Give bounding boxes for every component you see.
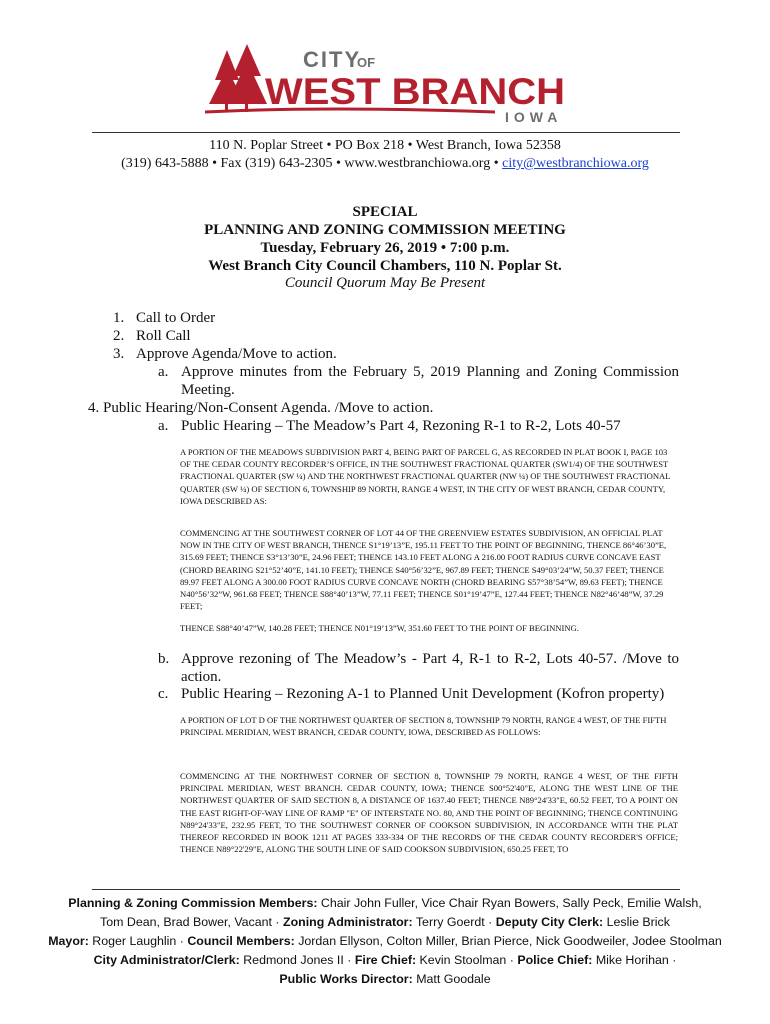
police-chief-label: Police Chief: (517, 953, 593, 967)
item-text: Roll Call (136, 328, 191, 344)
agenda-item-2 (113, 327, 191, 345)
agenda-item-4c: Public Hearing – Rezoning A-1 to Planned Unit Development (Kofron property) (181, 686, 665, 702)
footer-pz-members (0, 894, 770, 912)
pz-label: Planning & Zoning Commission Members: (68, 896, 318, 910)
separator: · (271, 915, 283, 929)
council-names: Jordan Ellyson, Colton Miller, Brian Pierce, Nick Goodweiler, Jodee Stoolman (294, 934, 722, 948)
meeting-title: PLANNING AND ZONING COMMISSION MEETING (204, 222, 566, 238)
item-text: Approve Agenda/Move to action. (136, 346, 337, 362)
agenda-item-4c-number: c. (158, 686, 169, 702)
agenda-item-4: 4. Public Hearing/Non-Consent Agenda. /Move to action. (88, 400, 434, 416)
footer-pz-admin (0, 913, 770, 931)
agenda-item-3a-line1: Approve minutes from the February 5, 2019 Planning and Zoning Commission (181, 364, 679, 380)
agenda-item-4a-number: a. (158, 418, 169, 434)
meeting-type: SPECIAL (352, 204, 418, 220)
ca-name: Redmond Jones II (239, 953, 344, 967)
council-label: Council Members: (187, 934, 295, 948)
ca-label: City Administrator/Clerk: (93, 953, 240, 967)
pz-names-cont: Tom Dean, Brad Bower, Vacant (100, 915, 272, 929)
separator: · (668, 953, 677, 967)
logo-of-text: OF (357, 55, 376, 70)
police-chief-name: Mike Horihan (592, 953, 669, 967)
za-label: Zoning Administrator: (283, 915, 413, 929)
footer-staff (0, 951, 770, 969)
logo-iowa-text: IOWA (505, 109, 563, 124)
item-number: 2. (113, 328, 125, 344)
agenda-item-4a: Public Hearing – The Meadow’s Part 4, Rezoning R-1 to R-2, Lots 40-57 (181, 418, 621, 434)
agenda-item-4b-line2: action. (181, 669, 222, 685)
legal-description-kofron-bearings: COMMENCING AT THE NORTHWEST CORNER OF SECTION 8, TOWNSHIP 79 NORTH, RANGE 4 WEST, OF THE FIFTH PRINCIPAL MERIDIAN, WEST BRANCH. CEDAR COUNTY, IOWA; THENCE S00°52'40"E, ALONG THE WEST LINE OF THE NORTHWEST QUARTER OF SAID SECTION 8, A DISTANCE OF 1637.40 FEET; THENCE N89°24'33"E, 60.52 FEET, TO A POINT ON THE EAST RIGHT-OF-WAY LINE OF RAMP "E" OF INTERSTATE NO. 80, AND THE POINT OF BEGINNING; THENCE CONTINUING N89°24'33"E, 232.95 FEET, TO THE SOUTHWEST CORNER OF COOKSON SUBDIVISION, IN ACCORDANCE WITH THE PLAT THEREOF RECORDED IN BOOK 1211 AT PAGES 333-334 OF THE RECORDS OF THE CEDAR COUNTY RECORDER'S OFFICE; THENCE N89°22'29"E, ALONG THE SOUTH LINE OF SAID COOKSON SUBDIVISION, 650.25 FEET, TO (180, 771, 678, 855)
address-line: 110 N. Poplar Street • PO Box 218 • West Branch, Iowa 52358 (209, 138, 561, 153)
mayor-name: Roger Laughlin (88, 934, 177, 948)
separator: · (343, 953, 355, 967)
footer-council (0, 932, 770, 950)
tree-icon (209, 44, 267, 112)
agenda-item-1 (113, 309, 216, 327)
item-text: Call to Order (136, 310, 216, 326)
legal-description-meadows-bearings: COMMENCING AT THE SOUTHWEST CORNER OF LOT 44 OF THE GREENVIEW ESTATES SUBDIVISION, AN OFFICIAL PLAT NOW IN THE CITY OF WEST BRANCH, THENCE S1°19’13”E, 195.11 FEET TO THE POINT OF BEGINNING, THENCE 86°46’30”E, 315.69 FEET; THENCE S3°13’30”E, 24.96 FEET; THENCE 143.10 FEET ALONG A 216.00 FOOT RADIUS CURVE CONCAVE EAST (CHORD BEARING S21°52’40”E, 141.10 FEET); THENCE S40°56’32”E, 967.89 FEET; THENCE S49°03’24”W, 50.37 FEET; THENCE 89.97 FEET ALONG A 300.00 FOOT RADIUS CURVE CONCAVE NORTH (CHORD BEARING S57°38’54”W, 89.63 FEET); THENCE N40°56’32”W, 961.68 FEET; THENCE S88°40’13”W, 77.11 FEET; THENCE S01°19’47”E, 127.44 FEET; THENCE N82°46’48”W, 37.29 FEET; (180, 528, 667, 612)
item-number: 1. (113, 310, 125, 326)
email-link[interactable]: city@westbranchiowa.org (502, 156, 649, 171)
legal-description-kofron: A PORTION OF LOT D OF THE NORTHWEST QUARTER OF SECTION 8, TOWNSHIP 79 NORTH, RANGE 4 WEST, OF THE FIFTH PRINCIPAL MERIDIAN, WEST BRANCH, CEDAR COUNTY, IOWA, DESCRIBED AS FOLLOWS: (180, 715, 667, 738)
meeting-date: Tuesday, February 26, 2019 • 7:00 p.m. (260, 240, 510, 256)
legal-description-meadows-end: THENCE S88°40’47”W, 140.28 FEET; THENCE N01°19’13”W, 351.60 FEET TO THE POINT OF BEGINNING. (180, 623, 579, 633)
separator: · (176, 934, 188, 948)
dcc-name: Leslie Brick (603, 915, 670, 929)
meeting-location: West Branch City Council Chambers, 110 N. Poplar St. (208, 258, 562, 274)
footer-public-works (0, 970, 770, 988)
contact-line (0, 155, 770, 173)
quorum-note: Council Quorum May Be Present (284, 275, 486, 291)
pw-label: Public Works Director: (279, 972, 413, 986)
dcc-label: Deputy City Clerk: (495, 915, 604, 929)
footer-divider (92, 889, 680, 890)
agenda-item-3a-number: a. (158, 364, 169, 380)
pz-names: Chair John Fuller, Vice Chair Ryan Bowers, Sally Peck, Emilie Walsh, (317, 896, 702, 910)
legal-description-meadows: A PORTION OF THE MEADOWS SUBDIVISION PART 4, BEING PART OF PARCEL G, AS RECORDED IN PLAT BOOK I, PAGE 103 OF THE CEDAR COUNTY RECORDER’S OFFICE, IN THE SOUTHWEST FRACTIONAL QUARTER (SW1/4) OF THE SOUTHWEST FRACTIONAL QUARTER (SW ¼) AND THE NORTHWEST FRACTIONAL QUARTER (NW ¼) OF THE SOUTHWEST FRACTIONAL QUARTER (SW ¼) OF SECTION 6, TOWNSHIP 89 NORTH, RANGE 4 WEST, IN THE CITY OF WEST BRANCH, CEDAR COUNTY, IOWA DESCRIBED AS: (180, 447, 671, 506)
fire-chief-name: Kevin Stoolman (416, 953, 507, 967)
separator: · (484, 915, 496, 929)
pw-name: Matt Goodale (412, 972, 491, 986)
fire-chief-label: Fire Chief: (354, 953, 417, 967)
separator: · (506, 953, 518, 967)
logo-west-branch-text: WEST BRANCH (265, 71, 565, 112)
header-divider (92, 132, 680, 133)
agenda-item-4b-number: b. (158, 651, 170, 667)
agenda-item-3a-line2: Meeting. (181, 382, 235, 398)
za-name: Terry Goerdt (412, 915, 485, 929)
item-number: 3. (113, 346, 125, 362)
agenda-item-3 (113, 345, 337, 363)
west-branch-logo-graphic (205, 42, 575, 124)
agenda-item-4b-line1: Approve rezoning of The Meadow’s - Part 4, R-1 to R-2, Lots 40-57. /Move to (181, 651, 679, 667)
city-logo (205, 42, 575, 124)
contact-text: (319) 643-5888 • Fax (319) 643-2305 • www.westbranchiowa.org • (121, 156, 503, 171)
mayor-label: Mayor: (48, 934, 89, 948)
logo-city-text: CITY (303, 47, 362, 72)
